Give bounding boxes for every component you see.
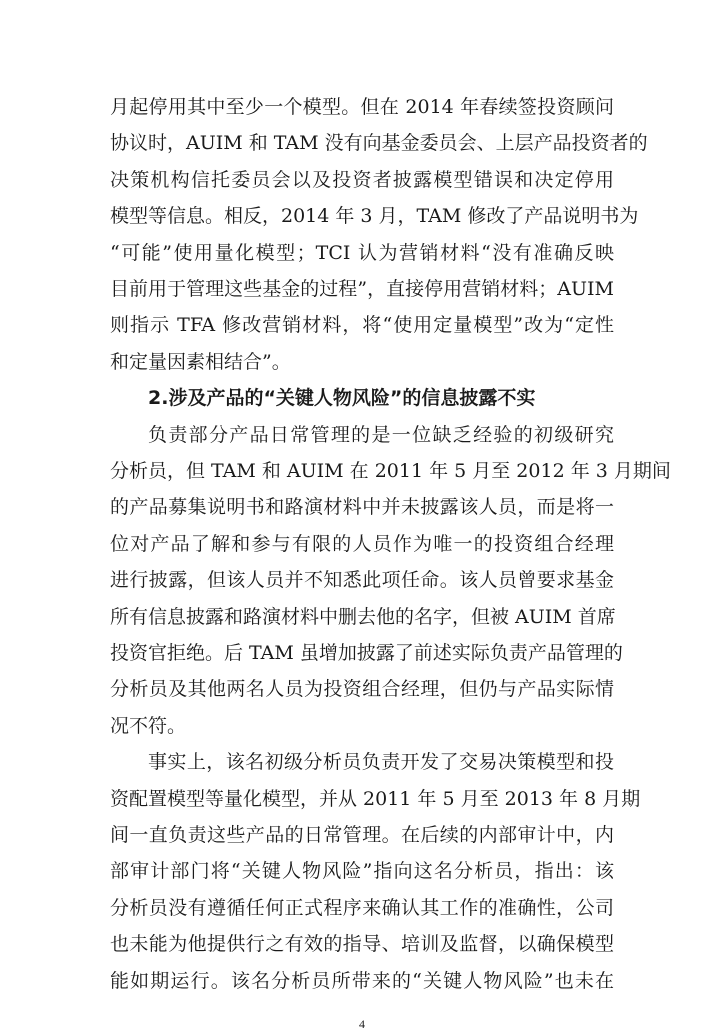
paragraph-line: 位对产品了解和参与有限的人员作为唯一的投资组合经理 <box>110 532 614 555</box>
paragraph-line: 协议时，AUIM 和 TAM 没有向基金委员会、上层产品投资者的 <box>110 132 648 155</box>
paragraph-line: 所有信息披露和路演材料中删去他的名字，但被 AUIM 首席 <box>110 605 616 628</box>
paragraph-line: 目前用于管理这些基金的过程”，直接停用营销材料；AUIM <box>110 278 614 300</box>
paragraph-line: 分析员没有遵循任何正式程序来确认其工作的准确性，公司 <box>110 896 614 919</box>
paragraph-line: 决策机构信托委员会以及投资者披露模型错误和决定停用 <box>110 168 614 191</box>
page-number: 4 <box>359 1017 365 1031</box>
paragraph-line: 月起停用其中至少一个模型。但在 2014 年春续签投资顾问 <box>110 96 614 118</box>
paragraph-line: “可能”使用量化模型；TCI 认为营销材料“没有准确反映 <box>110 241 614 264</box>
paragraph-line: 分析员，但 TAM 和 AUIM 在 2011 年 5 月至 2012 年 3 月期间 <box>110 460 671 482</box>
paragraph-line: 进行披露，但该人员并不知悉此项任命。该人员曾要求基金 <box>110 569 614 592</box>
paragraph-line: 间一直负责这些产品的日常管理。在后续的内部审计中，内 <box>110 824 614 846</box>
paragraph-line: 况不符。 <box>110 714 187 737</box>
paragraph-line: 则指示 TFA 修改营销材料，将“使用定量模型”改为“定性 <box>110 314 614 337</box>
paragraph-line: 能如期运行。该名分析员所带来的“关键人物风险”也未在 <box>110 969 614 992</box>
paragraph-line: 事实上，该名初级分析员负责开发了交易决策模型和投 <box>148 751 614 774</box>
paragraph-line: 模型等信息。相反，2014 年 3 月，TAM 修改了产品说明书为 <box>110 205 639 228</box>
paragraph-line: 也未能为他提供行之有效的指导、培训及监督，以确保模型 <box>110 933 614 956</box>
section-heading: 2.涉及产品的“关键人物风险”的信息披露不实 <box>148 387 536 410</box>
paragraph-line: 部审计部门将“关键人物风险”指向这名分析员，指出：该 <box>110 860 614 883</box>
paragraph-line: 的产品募集说明书和路演材料中并未披露该人员，而是将一 <box>110 496 614 519</box>
paragraph-line: 分析员及其他两名人员为投资组合经理，但仍与产品实际情 <box>110 678 614 701</box>
paragraph-line: 和定量因素相结合”。 <box>110 350 291 373</box>
paragraph-line: 负责部分产品日常管理的是一位缺乏经验的初级研究 <box>148 423 614 446</box>
paragraph-line: 资配置模型等量化模型，并从 2011 年 5 月至 2013 年 8 月期 <box>110 787 641 810</box>
paragraph-line: 投资官拒绝。后 TAM 虽增加披露了前述实际负责产品管理的 <box>110 642 623 664</box>
